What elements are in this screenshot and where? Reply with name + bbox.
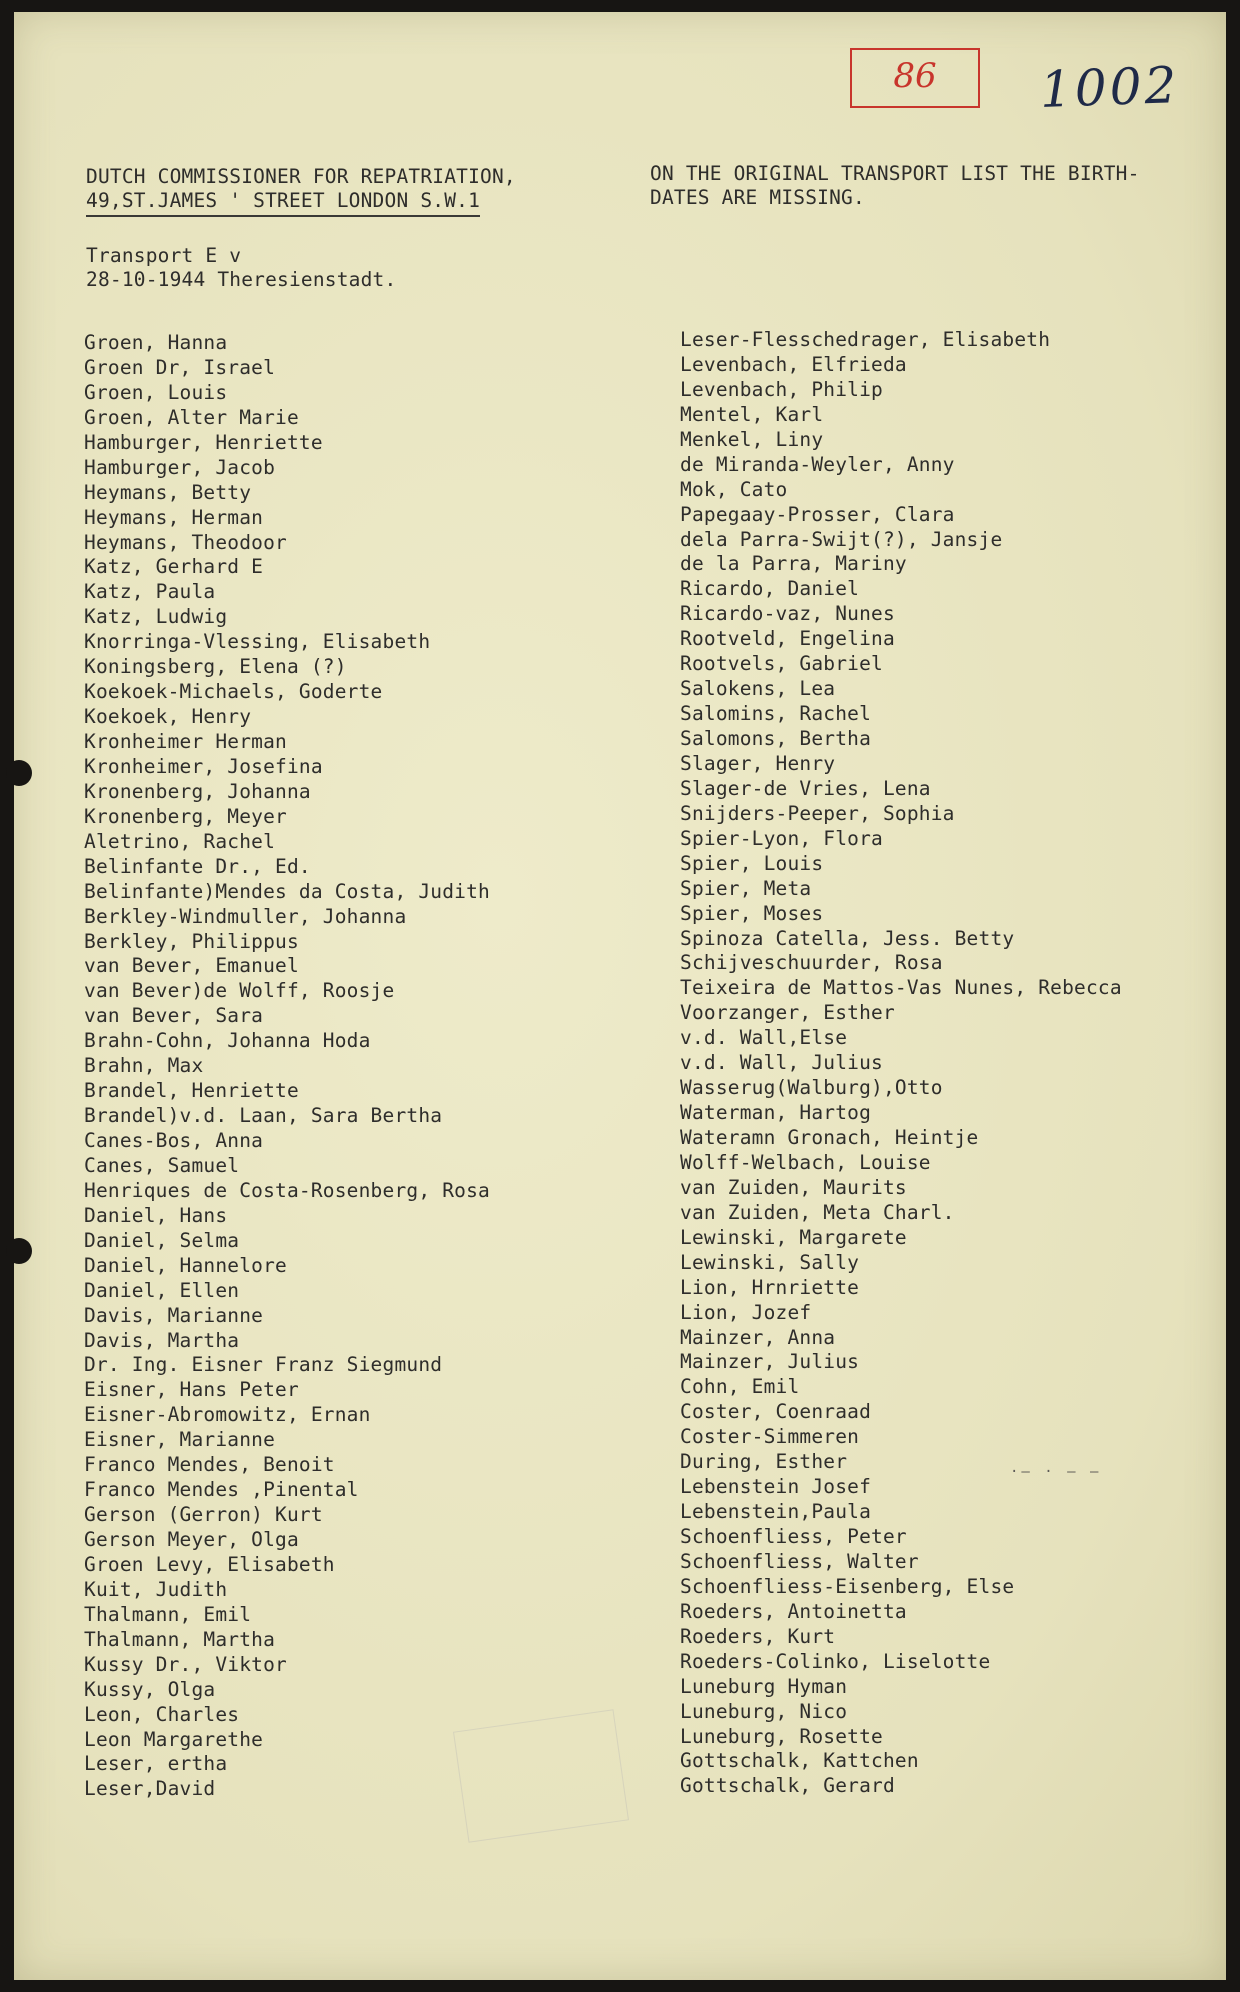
birthdate-note bbox=[650, 162, 1140, 210]
name-entry: Roeders, Kurt bbox=[680, 1624, 836, 1648]
name-entry: Luneburg, Nico bbox=[680, 1699, 848, 1723]
name-entry: Salomins, Rachel bbox=[680, 702, 872, 726]
name-entry: Spinoza Catella, Jess. Betty bbox=[680, 926, 1015, 950]
names-column-left bbox=[84, 330, 490, 1801]
name-entry: Mainzer, Anna bbox=[680, 1325, 836, 1349]
name-entry: Heymans, Herman bbox=[84, 505, 264, 529]
transport-id: Transport E v bbox=[86, 244, 242, 267]
name-entry: Groen, Louis bbox=[84, 380, 228, 404]
name-entry: Franco Mendes ,Pinental bbox=[84, 1478, 359, 1502]
name-entry: Lebenstein,Paula bbox=[680, 1500, 872, 1524]
name-entry: Levenbach, Elfrieda bbox=[680, 352, 907, 376]
name-entry: Davis, Marianne bbox=[84, 1303, 264, 1327]
name-entry: v.d. Wall,Else bbox=[680, 1026, 848, 1050]
name-entry: Mainzer, Julius bbox=[680, 1350, 860, 1374]
name-entry: Franco Mendes, Benoit bbox=[84, 1453, 335, 1477]
transport-date-place: 28-10-1944 Theresienstadt. bbox=[86, 268, 397, 291]
names-column-right bbox=[680, 327, 1122, 1798]
sender-line-1: DUTCH COMMISSIONER FOR REPATRIATION, bbox=[86, 165, 516, 188]
name-entry: Brahn, Max bbox=[84, 1054, 204, 1078]
name-entry: Wasserug(Walburg),Otto bbox=[680, 1076, 943, 1100]
name-entry: Roeders, Antoinetta bbox=[680, 1599, 907, 1623]
name-entry: Spier, Meta bbox=[680, 876, 812, 900]
name-entry: Coster-Simmeren bbox=[680, 1425, 860, 1449]
name-entry: Brahn-Cohn, Johanna Hoda bbox=[84, 1029, 371, 1053]
name-entry: de Miranda-Weyler, Anny bbox=[680, 452, 955, 476]
name-entry: Schijveschuurder, Rosa bbox=[680, 951, 943, 975]
name-entry: Canes-Bos, Anna bbox=[84, 1129, 264, 1152]
sender-header bbox=[86, 165, 516, 217]
name-entry: Spier-Lyon, Flora bbox=[680, 826, 883, 850]
name-entry: Aletrino, Rachel bbox=[84, 829, 276, 853]
name-entry: Leser,David bbox=[84, 1777, 216, 1801]
name-entry: dela Parra-Swijt(?), Jansje bbox=[680, 527, 1003, 551]
name-entry: Roeders-Colinko, Liselotte bbox=[680, 1649, 991, 1673]
name-entry: Schoenfliess-Eisenberg, Else bbox=[680, 1574, 1015, 1598]
name-entry: Heymans, Betty bbox=[84, 480, 252, 504]
name-entry: Schoenfliess, Peter bbox=[680, 1525, 907, 1548]
name-entry: Katz, Gerhard E bbox=[84, 555, 264, 579]
note-line-2: DATES ARE MISSING. bbox=[650, 186, 865, 209]
punch-hole-top bbox=[6, 760, 32, 786]
name-entry: Thalmann, Emil bbox=[84, 1602, 252, 1626]
name-entry: Waterman, Hartog bbox=[680, 1101, 872, 1125]
name-entry: Dr. Ing. Eisner Franz Siegmund bbox=[84, 1353, 443, 1377]
name-entry: Ricardo-vaz, Nunes bbox=[680, 602, 895, 626]
name-entry: Heymans, Theodoor bbox=[84, 530, 287, 554]
note-line-1: ON THE ORIGINAL TRANSPORT LIST THE BIRTH- bbox=[650, 162, 1140, 185]
name-entry: Coster, Coenraad bbox=[680, 1400, 872, 1424]
faint-pencil-marking bbox=[453, 1709, 629, 1842]
name-entry: van Bever, Sara bbox=[84, 1004, 264, 1028]
name-entry: Kussy, Olga bbox=[84, 1677, 216, 1701]
name-entry: Kussy Dr., Viktor bbox=[84, 1652, 287, 1676]
name-entry: Canes, Samuel bbox=[84, 1153, 240, 1177]
name-entry: Kronenberg, Johanna bbox=[84, 779, 311, 803]
sender-line-2: 49,ST.JAMES ' STREET LONDON S.W.1 bbox=[86, 189, 480, 217]
name-entry: Brandel, Henriette bbox=[84, 1079, 299, 1103]
name-entry: Ricardo, Daniel bbox=[680, 577, 860, 601]
name-entry: Lion, Hrnriette bbox=[680, 1275, 860, 1299]
name-entry: Slager, Henry bbox=[680, 751, 836, 775]
stamp-number: 86 bbox=[893, 56, 937, 96]
name-entry: Leon Margarethe bbox=[84, 1727, 264, 1751]
name-entry: Belinfante)Mendes da Costa, Judith bbox=[84, 879, 490, 903]
name-entry: v.d. Wall, Julius bbox=[680, 1051, 883, 1075]
name-entry: Eisner-Abromowitz, Ernan bbox=[84, 1403, 371, 1427]
name-entry: Voorzanger, Esther bbox=[680, 1001, 895, 1025]
name-entry: Papegaay-Prosser, Clara bbox=[680, 502, 955, 526]
name-entry: Brandel)v.d. Laan, Sara Bertha bbox=[84, 1104, 443, 1128]
name-entry: Menkel, Liny bbox=[680, 427, 824, 451]
name-entry: Eisner, Marianne bbox=[84, 1428, 276, 1452]
name-entry: Lewinski, Sally bbox=[680, 1250, 860, 1274]
name-entry: Leser-Flesschedrager, Elisabeth bbox=[680, 328, 1051, 351]
name-entry: de la Parra, Mariny bbox=[680, 552, 907, 576]
name-entry: Leser, ertha bbox=[84, 1752, 228, 1776]
name-entry: Kronheimer, Josefina bbox=[84, 754, 323, 778]
name-entry: Lion, Jozef bbox=[680, 1300, 812, 1324]
name-entry: Hamburger, Henriette bbox=[84, 430, 323, 454]
name-entry: Koekoek-Michaels, Goderte bbox=[84, 680, 383, 704]
transport-info bbox=[86, 244, 396, 292]
name-entry: van Zuiden, Maurits bbox=[680, 1175, 907, 1199]
name-entry: Cohn, Emil bbox=[680, 1375, 800, 1399]
name-entry: Spier, Louis bbox=[680, 851, 824, 875]
name-entry: Lebenstein Josef bbox=[680, 1475, 872, 1499]
name-entry: van Bever)de Wolff, Roosje bbox=[84, 979, 395, 1003]
name-entry: Katz, Ludwig bbox=[84, 605, 228, 629]
name-entry: Davis, Martha bbox=[84, 1328, 240, 1352]
name-entry: Kronenberg, Meyer bbox=[84, 804, 287, 828]
name-entry: Knorringa-Vlessing, Elisabeth bbox=[84, 630, 431, 654]
name-entry: Berkley-Windmuller, Johanna bbox=[84, 904, 407, 928]
name-entry: Rootvels, Gabriel bbox=[680, 652, 883, 676]
name-entry: Daniel, Hannelore bbox=[84, 1253, 287, 1277]
name-entry: Koningsberg, Elena (?) bbox=[84, 655, 347, 679]
name-entry: Slager-de Vries, Lena bbox=[680, 776, 931, 800]
red-stamp-box bbox=[850, 48, 980, 108]
name-entry: Levenbach, Philip bbox=[680, 377, 883, 401]
name-entry: Koekoek, Henry bbox=[84, 705, 252, 729]
name-entry: During, Esther bbox=[680, 1450, 848, 1474]
name-entry: Leon, Charles bbox=[84, 1702, 240, 1726]
name-entry: Gottschalk, Kattchen bbox=[680, 1749, 919, 1773]
name-entry: Kuit, Judith bbox=[84, 1577, 228, 1601]
name-entry: Katz, Paula bbox=[84, 580, 216, 604]
name-entry: Luneburg Hyman bbox=[680, 1674, 848, 1698]
name-entry: Belinfante Dr., Ed. bbox=[84, 854, 311, 878]
name-entry: Groen, Hanna bbox=[84, 331, 228, 354]
name-entry: Lewinski, Margarete bbox=[680, 1225, 907, 1249]
name-entry: Thalmann, Martha bbox=[84, 1627, 276, 1651]
name-entry: Wolff-Welbach, Louise bbox=[680, 1150, 931, 1174]
name-entry: Groen Dr, Israel bbox=[84, 355, 276, 379]
name-entry: Mok, Cato bbox=[680, 477, 788, 501]
name-entry: Schoenfliess, Walter bbox=[680, 1549, 919, 1573]
name-entry: Rootveld, Engelina bbox=[680, 627, 895, 651]
dotted-mark: ·‒ · ‒ ‒ bbox=[1010, 1464, 1102, 1480]
name-entry: Kronheimer Herman bbox=[84, 730, 287, 753]
name-entry: Daniel, Selma bbox=[84, 1228, 240, 1252]
name-entry: Eisner, Hans Peter bbox=[84, 1378, 299, 1402]
name-entry: Luneburg, Rosette bbox=[680, 1724, 883, 1748]
name-entry: Spier, Moses bbox=[680, 901, 824, 925]
name-entry: Berkley, Philippus bbox=[84, 929, 299, 953]
name-entry: van Bever, Emanuel bbox=[84, 954, 299, 978]
name-entry: Teixeira de Mattos-Vas Nunes, Rebecca bbox=[680, 976, 1122, 1000]
name-entry: Groen Levy, Elisabeth bbox=[84, 1552, 335, 1576]
name-entry: Groen, Alter Marie bbox=[84, 405, 299, 429]
name-entry: Gottschalk, Gerard bbox=[680, 1774, 895, 1798]
name-entry: Wateramn Gronach, Heintje bbox=[680, 1126, 979, 1149]
name-entry: Daniel, Ellen bbox=[84, 1278, 240, 1302]
name-entry: Daniel, Hans bbox=[84, 1203, 228, 1227]
name-entry: Snijders-Peeper, Sophia bbox=[680, 801, 955, 825]
name-entry: Gerson Meyer, Olga bbox=[84, 1528, 299, 1551]
punch-hole-bottom bbox=[6, 1238, 32, 1264]
name-entry: Henriques de Costa-Rosenberg, Rosa bbox=[84, 1178, 490, 1202]
name-entry: van Zuiden, Meta Charl. bbox=[680, 1200, 955, 1224]
name-entry: Gerson (Gerron) Kurt bbox=[84, 1503, 323, 1527]
name-entry: Salokens, Lea bbox=[680, 677, 836, 701]
name-entry: Hamburger, Jacob bbox=[84, 455, 276, 479]
handwritten-page-number: 1002 bbox=[1039, 56, 1181, 119]
name-entry: Salomons, Bertha bbox=[680, 727, 872, 750]
name-entry: Mentel, Karl bbox=[680, 402, 824, 426]
